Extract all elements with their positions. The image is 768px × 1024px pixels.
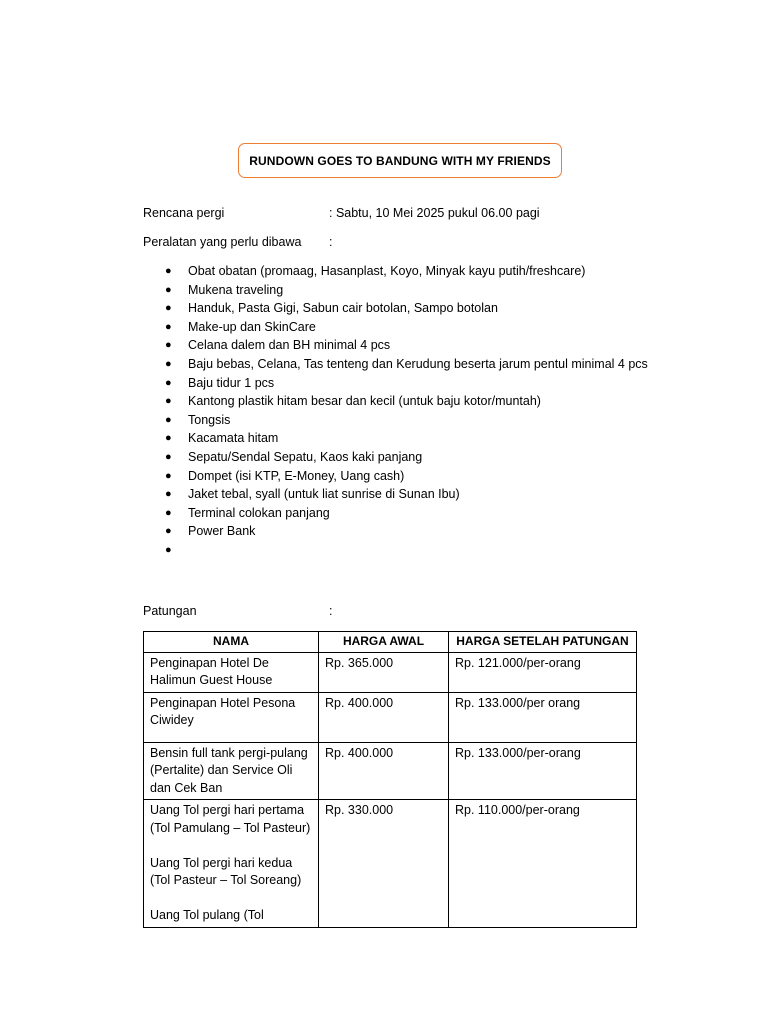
document-title (238, 143, 562, 178)
list-item (143, 541, 723, 560)
table-row (144, 692, 637, 742)
list-item: ● Power Bank (143, 522, 723, 541)
rencana-label: Rencana pergi (143, 206, 225, 220)
cell-nama: Bensin full tank pergi-pulang (Pertalite) dan Service Oli dan Cek Ban (144, 742, 319, 800)
bullet-icon: ● (165, 320, 172, 333)
cell-harga-awal: Rp. 400.000 (319, 742, 449, 800)
bullet-icon: ● (165, 413, 172, 426)
cell-harga-awal: Rp. 400.000 (319, 692, 449, 742)
header-nama: NAMA (144, 632, 319, 653)
list-item: ● Sepatu/Sendal Sepatu, Kaos kaki panjang (143, 448, 723, 467)
bullet-icon: ● (165, 357, 172, 370)
header-harga-setelah: HARGA SETELAH PATUNGAN (449, 632, 637, 653)
bullet-icon: ● (165, 283, 172, 296)
bullet-icon: ● (165, 432, 172, 445)
list-item: ● Handuk, Pasta Gigi, Sabun cair botolan, Sampo botolan (143, 299, 723, 318)
bullet-icon: ● (165, 339, 172, 352)
table-header-row (144, 632, 637, 653)
bullet-icon: ● (165, 506, 172, 519)
cell-harga-setelah: Rp. 133.000/per-orang (449, 742, 637, 800)
equipment-list (143, 262, 723, 560)
list-item: ● Celana dalem dan BH minimal 4 pcs (143, 336, 723, 355)
cell-nama: Uang Tol pergi hari pertama (Tol Pamulang – Tol Pasteur) Uang Tol pergi hari kedua (Tol Pasteur – Tol Soreang) Uang Tol pulang (Tol (144, 800, 319, 928)
list-item: ● Terminal colokan panjang (143, 504, 723, 523)
list-item: ● Baju bebas, Celana, Tas tenteng dan Kerudung beserta jarum pentul minimal 4 pcs (143, 355, 723, 374)
cell-nama: Penginapan Hotel De Halimun Guest House (144, 652, 319, 692)
list-item: ● Dompet (isi KTP, E-Money, Uang cash) (143, 467, 723, 486)
list-item: ● Tongsis (143, 411, 723, 430)
bullet-icon: ● (165, 265, 172, 277)
cell-harga-setelah: Rp. 110.000/per-orang (449, 800, 637, 928)
peralatan-label: Peralatan yang perlu dibawa (143, 235, 302, 249)
list-item: ● Kacamata hitam (143, 429, 723, 448)
list-item: ● Kantong plastik hitam besar dan kecil (untuk baju kotor/muntah) (143, 392, 723, 411)
table-row (144, 800, 637, 928)
bullet-icon: ● (165, 543, 172, 556)
table-row (144, 742, 637, 800)
bullet-icon: ● (165, 395, 172, 408)
patungan-label: Patungan (143, 604, 197, 618)
rencana-value: : Sabtu, 10 Mei 2025 pukul 06.00 pagi (329, 206, 540, 220)
list-item: ● Baju tidur 1 pcs (143, 374, 723, 393)
cell-nama: Penginapan Hotel Pesona Ciwidey (144, 692, 319, 742)
cell-harga-awal: Rp. 330.000 (319, 800, 449, 928)
document-title-text: RUNDOWN GOES TO BANDUNG WITH MY FRIENDS (249, 153, 551, 168)
list-item: ● Make-up dan SkinCare (143, 318, 723, 337)
list-item: ● Mukena traveling (143, 281, 723, 300)
bullet-icon: ● (165, 450, 172, 463)
cost-sharing-table (143, 631, 637, 928)
bullet-icon: ● (165, 525, 172, 538)
list-item: ● Jaket tebal, syall (untuk liat sunrise di Sunan Ibu) (143, 485, 723, 504)
header-harga-awal: HARGA AWAL (319, 632, 449, 653)
cell-harga-awal: Rp. 365.000 (319, 652, 449, 692)
table-row (144, 652, 637, 692)
cell-harga-setelah: Rp. 121.000/per-orang (449, 652, 637, 692)
patungan-value: : (329, 604, 333, 618)
list-item: ● Obat obatan (promaag, Hasanplast, Koyo, Minyak kayu putih/freshcare) (143, 262, 723, 281)
bullet-icon: ● (165, 302, 172, 315)
cell-harga-setelah: Rp. 133.000/per orang (449, 692, 637, 742)
bullet-icon: ● (165, 488, 172, 501)
bullet-icon: ● (165, 376, 172, 389)
bullet-icon: ● (165, 469, 172, 482)
peralatan-value: : (329, 235, 333, 249)
